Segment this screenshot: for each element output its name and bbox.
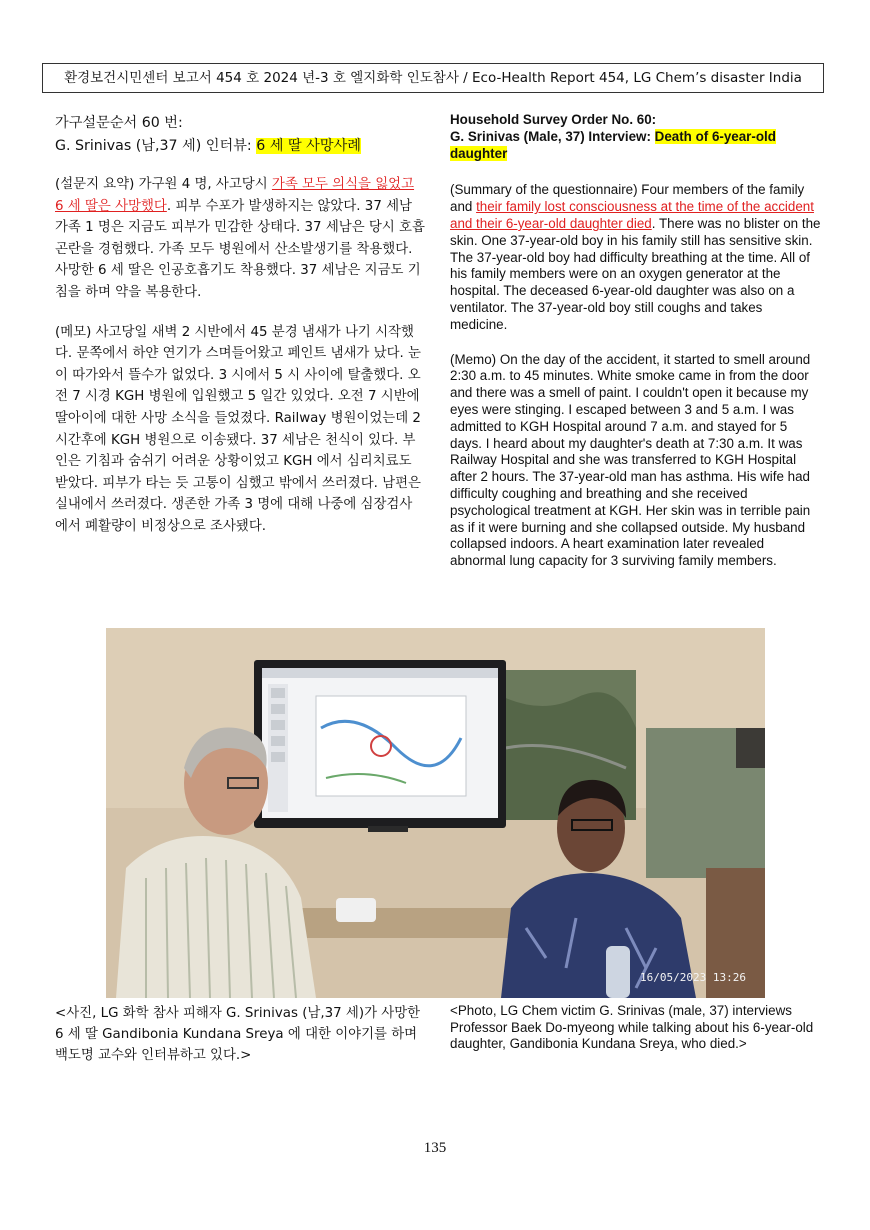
english-title-highlight: Death of 6-year-old daughter	[450, 128, 776, 161]
korean-summary	[55, 174, 425, 304]
korean-summary-post: . 피부 수포가 발생하지는 않았다. 37 세남 가족 1 명은 지금도 피부가 민감한 상태다. 37 세남은 당시 호흡곤란을 경험했다. 가족 모두 병원에서 산소발생기를 착용했다. 사망한 6 세 딸은 인공호흡기도 착용했다. 37 세남은 지금도 기침을 하며 약을 복용한다.	[55, 198, 425, 300]
english-column	[450, 112, 822, 588]
english-photo-caption: <Photo, LG Chem victim G. Srinivas (male, 37) interviews Professor Baek Do-myeong while talking about his 6-year-old daughter, Gandibonia Kundana Sreya, who died.>	[450, 1003, 814, 1052]
korean-summary-red: 가족 모두 의식을 잃었고 6 세 딸은 사망했다	[55, 177, 415, 214]
english-summary-post: . There was no blister on the skin. One 37-year-old boy in his family still has sensitive skin. The 37-year-old boy had difficulty breathing at the time. All of his family members were on an oxygen generator at the hospital. The deceased 6-year-old daughter was also on a ventilator. The 37-year-old boy still coughs and takes medicine.	[450, 215, 821, 332]
korean-memo: (메모) 사고당일 새벽 2 시반에서 45 분경 냄새가 나기 시작했다. 문쪽에서 하얀 연기가 스며들어왔고 페인트 냄새가 났다. 눈이 따가와서 뜰수가 없었다. 3 시에서 5 시 사이에 탈출했다. 오전 7 시경 KGH 병원에 입원했고 5 일간 있었다. 오전 7 시반에 딸아이에 대한 사망 소식을 들었졌다. Railway 병원이었는데 2 시간후에 KGH 병원으로 이송됐다. 37 세남은 천식이 있다. 부인은 기침과 숨쉬기 어려운 상황이었고 KGH 에서 심리치료도 받았다. 피부가 타는 듯 고통이 심했고 밖에서 쓰러졌다. 남편은 실내에서 쓰러졌다. 생존한 가족 3 명에 대해 나중에 심장검사에서 폐활량이 비정상으로 조사됐다.	[55, 324, 421, 534]
english-summary	[450, 182, 822, 333]
report-header: 환경보건시민센터 보고서 454 호 2024 년-3 호 엘지화학 인도참사 / Eco-Health Report 454, LG Chem’s disaster India	[42, 63, 824, 93]
korean-title-line2	[55, 135, 425, 158]
korean-title	[55, 112, 425, 158]
interview-photo	[106, 628, 765, 998]
korean-column	[55, 112, 425, 556]
korean-summary-pre: (설문지 요약) 가구원 4 명, 사고당시	[55, 177, 272, 192]
korean-photo-caption: <사진, LG 화학 참사 피해자 G. Srinivas (남,37 세)가 사망한 6 세 딸 Gandibonia Kundana Sreya 에 대한 이야기를 하며 백도명 교수와 인터뷰하고 있다.>	[55, 1006, 421, 1063]
english-summary-pre: (Summary of the questionnaire) Four members of the family and	[450, 182, 805, 215]
english-title-interviewee: G. Srinivas (Male, 37) Interview:	[450, 128, 655, 144]
english-summary-red: their family lost consciousness at the time of the accident and their 6-year-old daughter died	[450, 199, 814, 231]
page-number: 135	[423, 1140, 447, 1156]
english-title-line2	[450, 129, 822, 163]
korean-title-highlight: 6 세 딸 사망사례	[256, 138, 361, 154]
english-memo: (Memo) On the day of the accident, it started to smell around 2:30 a.m. to 45 minutes. White smoke came in from the door and there was a smell of paint. I couldn't open it because my eyes were stinging. I escaped between 3 and 5 a.m. I was admitted to KGH Hospital around 7 a.m. and stayed for 5 days. I heard about my daughter's death at 7:30 a.m. It was Railway Hospital and she was transferred to KGH Hospital after 2 hours. The 37-year-old man has asthma. His wife had difficulty coughing and breathing and she received psychological treatment at KGH. Her skin was in terrible pain as if it were burning and she collapsed outside. My husband collapsed indoors. A heart examination later revealed abnormal lung capacity for 3 surviving family members.	[450, 351, 811, 569]
photo-timestamp: 16/05/2023 13:26	[640, 971, 746, 984]
korean-title-interviewee: G. Srinivas (남,37 세) 인터뷰:	[55, 138, 257, 154]
english-title	[450, 112, 822, 162]
korean-title-line1: 가구설문순서 60 번:	[55, 115, 183, 131]
tv-screen	[254, 660, 506, 832]
english-title-line1: Household Survey Order No. 60:	[450, 112, 657, 127]
